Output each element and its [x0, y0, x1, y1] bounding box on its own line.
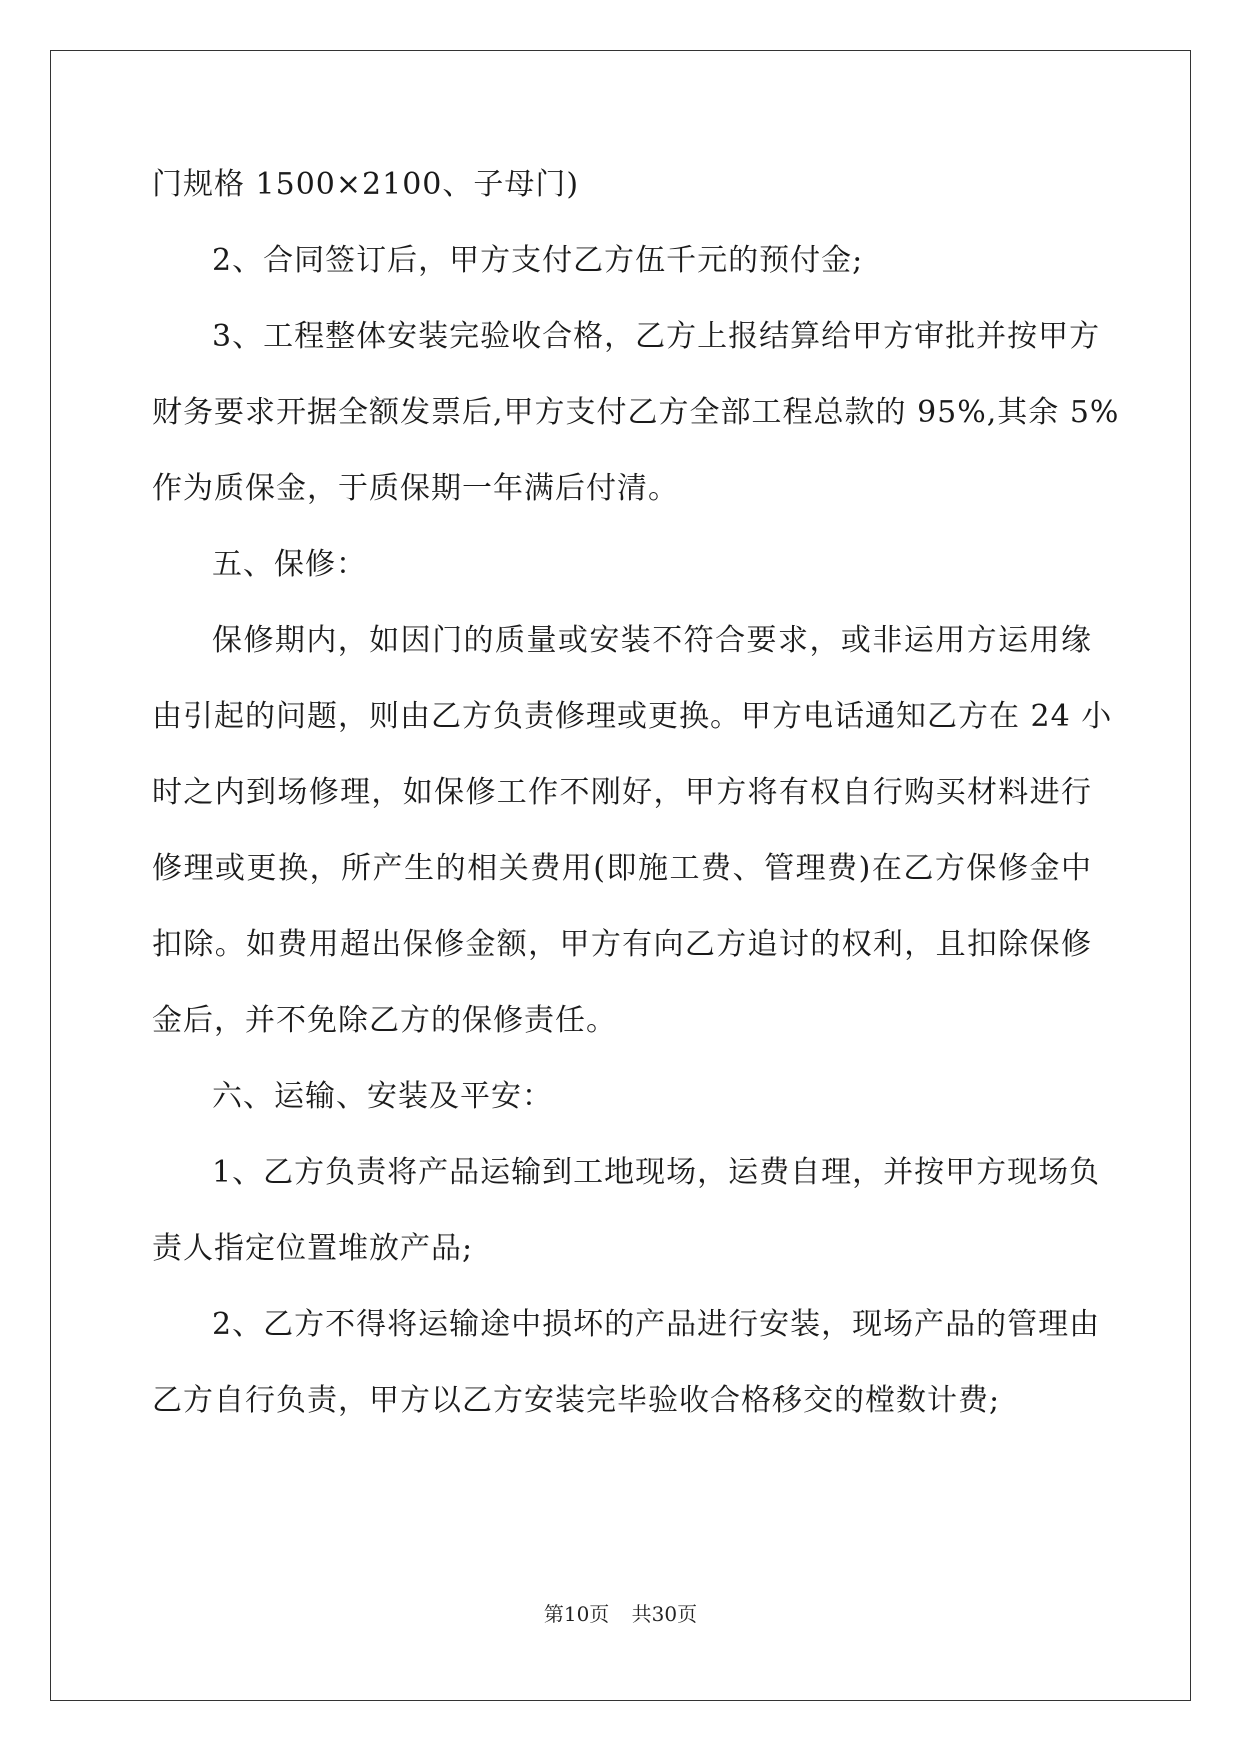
- text-line: 门规格 1500×2100、子母门): [152, 167, 580, 202]
- text-line: 扣除。如费用超出保修金额，甲方有向乙方追讨的权利，且扣除保修: [152, 927, 1092, 962]
- text-line: 3、工程整体安装完验收合格，乙方上报结算给甲方审批并按甲方: [212, 319, 1101, 354]
- page-total: 共30页: [631, 1602, 698, 1626]
- page-number: 第10页: [543, 1602, 610, 1626]
- text-line: 2、乙方不得将运输途中损坏的产品进行安装，现场产品的管理由: [212, 1307, 1101, 1342]
- section-heading: 五、保修：: [212, 547, 367, 582]
- text-line: 时之内到场修理，如保修工作不刚好，甲方将有权自行购买材料进行: [152, 775, 1092, 810]
- text-line: 由引起的问题，则由乙方负责修理或更换。甲方电话通知乙方在 24 小: [152, 699, 1113, 734]
- text-line: 责人指定位置堆放产品;: [152, 1231, 474, 1266]
- text-line: 2、合同签订后，甲方支付乙方伍千元的预付金;: [212, 243, 864, 278]
- text-line: 金后，并不免除乙方的保修责任。: [152, 1003, 617, 1038]
- text-line: 1、乙方负责将产品运输到工地现场，运费自理，并按甲方现场负: [212, 1155, 1101, 1190]
- text-line: 乙方自行负责，甲方以乙方安装完毕验收合格移交的樘数计费;: [152, 1383, 1001, 1418]
- text-line: 修理或更换，所产生的相关费用(即施工费、管理费)在乙方保修金中: [152, 851, 1092, 886]
- section-heading: 六、运输、安装及平安：: [212, 1079, 553, 1114]
- text-line: 作为质保金，于质保期一年满后付清。: [152, 471, 679, 506]
- text-line: 财务要求开据全额发票后,甲方支付乙方全部工程总款的 95%,其余 5%: [152, 395, 1120, 430]
- text-line: 保修期内，如因门的质量或安装不符合要求，或非运用方运用缘: [212, 623, 1092, 658]
- page-footer: [0, 1602, 1241, 1626]
